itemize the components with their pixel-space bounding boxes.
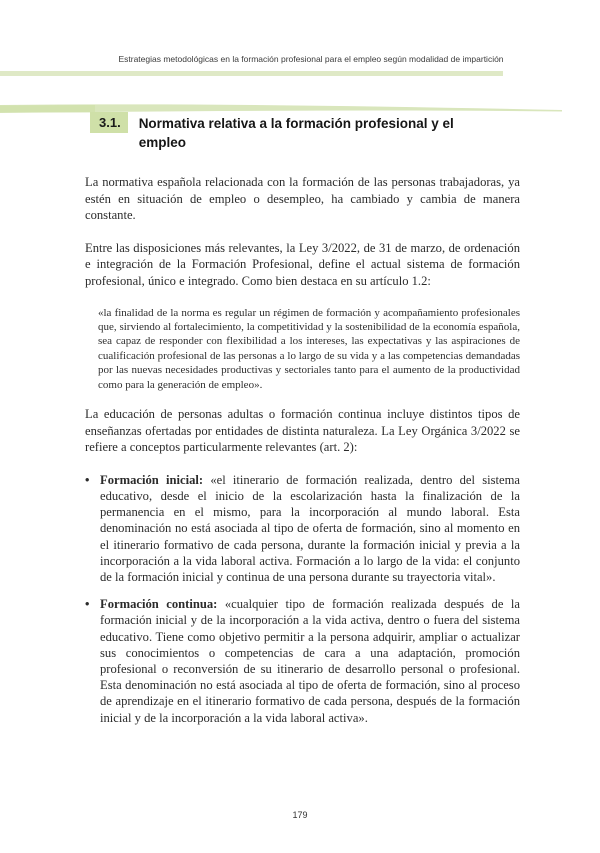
- section-number-badge: 3.1.: [90, 112, 128, 133]
- list-item-formacion-inicial: [85, 472, 520, 585]
- concept-term: Formación inicial:: [100, 472, 204, 487]
- concept-definition: «cualquier tipo de formación realizada después de la formación inicial y de la incorporación a la vida activa, dentro o fuera del sistema educativo. Tiene como objetivo permitir a la persona adquirir, ampliar o actualizar sus conocimientos o competencias de cara a una adaptación, promoción profesional o reconversión de su itinerario de desarrollo personal o profesional. Esta denominación no está asociada al tipo de oferta de formación, sino al proceso de aprendizaje en el itinerario formativo de cada persona, después de la formación inicial y de la incorporación a la vida laboral activa».: [100, 597, 520, 725]
- concepts-list: [85, 472, 520, 726]
- paragraph-law: Entre las disposiciones más relevantes, la Ley 3/2022, de 31 de marzo, de ordenación e integración de la Formación Profesional, define el actual sistema de formación profesional, único e integrado. Como bien destaca en su artículo 1.2:: [85, 240, 520, 288]
- concept-definition: «el itinerario de formación realizada, dentro del sistema educativo, desde el inicio de la escolarización hasta la finalización de la permanencia en el mismo, para la incorporación al mundo laboral. Esta denominación no está asociada al tipo de oferta de formación, sino al momento en el itinerario formativo de cada persona, durante la formación inicial y previa a la incorporación a la vida laboral activa. Formación a lo largo de la vida: el conjunto de la formación inicial y continua de una persona durante su trayectoria vital».: [100, 472, 520, 584]
- paragraph-adult-education: La educación de personas adultas o formación continua incluye distintos tipos de enseñanzas ofertadas por entidades de distinta naturaleza. La Ley Orgánica 3/2022 se refiere a conceptos particularmente relevantes (art. 2):: [85, 407, 520, 455]
- page-footer: [0, 805, 600, 823]
- bullet-icon: •: [85, 472, 90, 487]
- list-item-formacion-continua: [85, 596, 520, 726]
- paragraph-intro: La normativa española relacionada con la formación de las personas trabajadoras, ya estén en situación de empleo o desempleo, ha cambiado y cambia de manera constante.: [85, 175, 520, 223]
- header-rule-line: [0, 71, 503, 76]
- concept-term: Formación continua:: [100, 597, 218, 612]
- page-number: 179: [292, 810, 308, 820]
- running-head: Estrategias metodológicas en la formación profesional para el empleo según modalidad de impartición: [118, 54, 504, 64]
- bullet-icon: •: [85, 597, 90, 612]
- main-text-column: [85, 112, 520, 737]
- section-heading: [90, 112, 520, 152]
- section-title: Normativa relativa a la formación profesional y el empleo: [138, 116, 454, 150]
- law-quote-block: «la finalidad de la norma es regular un régimen de formación y acompañamiento profesionales que, sirviendo al fortalecimiento, la competitividad y la sostenibilidad de la economía española, sea capaz de responder con flexibilidad a los intereses, las expectativas y las aspiraciones de cualificación profesional de las personas a lo largo de su vida y a las competencias demandadas por las nuevas necesidades productivas y sectoriales tanto para el aumento de la productividad como para la generación de empleo».: [98, 306, 520, 391]
